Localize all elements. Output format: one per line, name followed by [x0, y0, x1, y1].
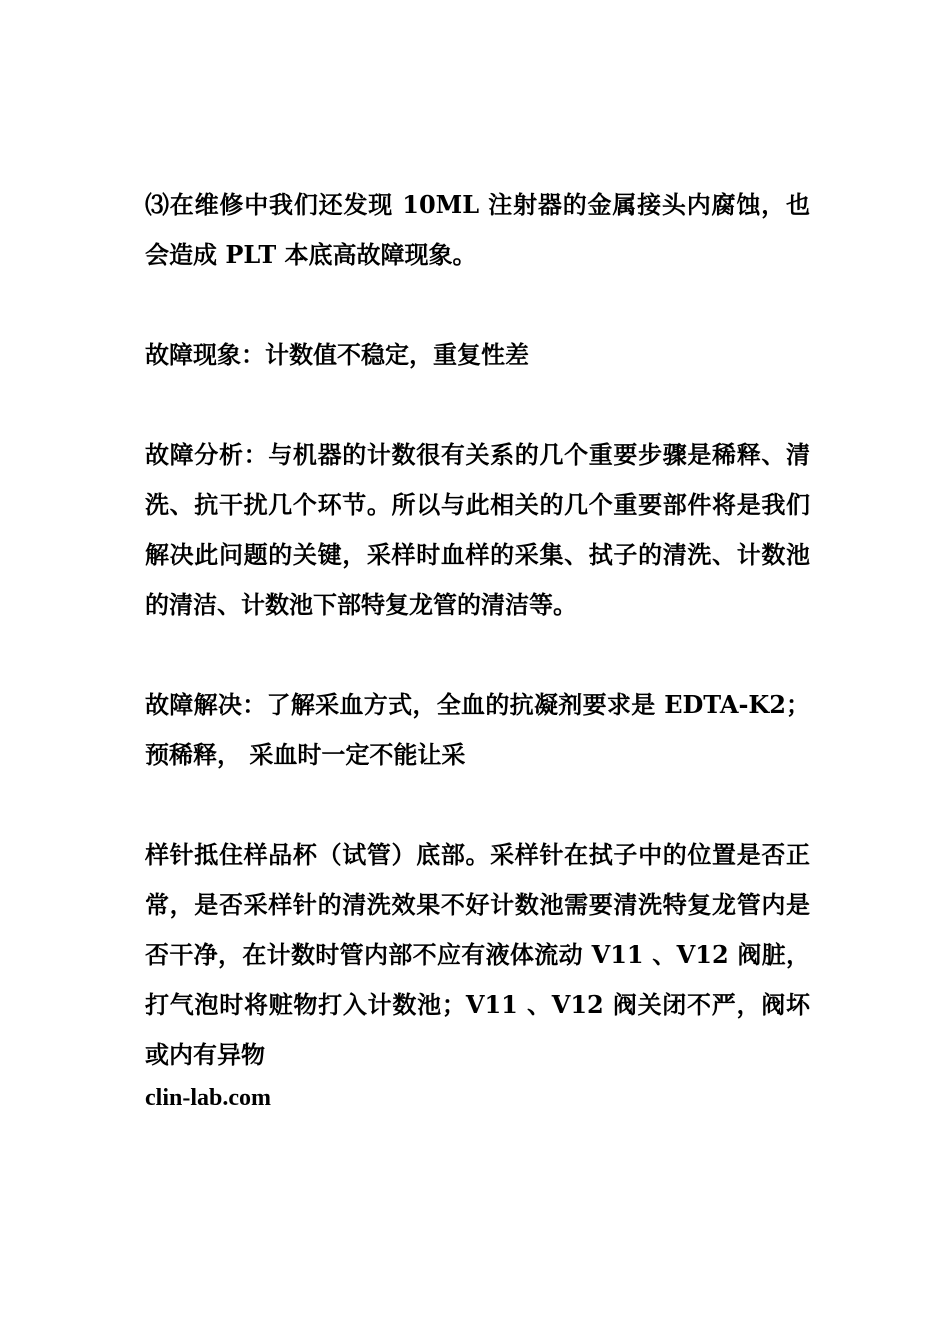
- paragraph-fault-analysis: 故障分析：与机器的计数很有关系的几个重要步骤是稀释、清洗、抗干扰几个环节。所以与此相关的几个重要部件将是我们解决此问题的关键，采样时血样的采集、拭子的清洗、计数池的清洁、计数池下部特复龙管的清洁等。: [145, 440, 810, 619]
- paragraph-spacer: [145, 280, 810, 330]
- paragraph-fault-solution: 故障解决：了解采血方式，全血的抗凝剂要求是 EDTA-K2；预稀释， 采血时一定不能让采: [145, 690, 810, 769]
- paragraph-spacer: [145, 630, 810, 680]
- paragraph-sampling-needle: 样针抵住样品杯（试管）底部。采样针在拭子中的位置是否正常，是否采样针的清洗效果不好计数池需要清洗特复龙管内是否干净，在计数时管内部不应有液体流动 V11 、V12 阀脏，打气泡时将赃物打入计数池；V11 、V12 阀关闭不严，阀坏或内有异物: [145, 840, 810, 1069]
- paragraph-spacer: [145, 380, 810, 430]
- paragraph-fault-symptom: 故障现象：计数值不稳定，重复性差: [145, 340, 529, 369]
- document-body: [145, 180, 810, 1116]
- footer-site-name: clin-lab.com: [145, 1085, 271, 1111]
- paragraph-syringe-corrosion: ⑶在维修中我们还发现 10ML 注射器的金属接头内腐蚀，也会造成 PLT 本底高故障现象。: [145, 190, 810, 269]
- paragraph-spacer: [145, 780, 810, 830]
